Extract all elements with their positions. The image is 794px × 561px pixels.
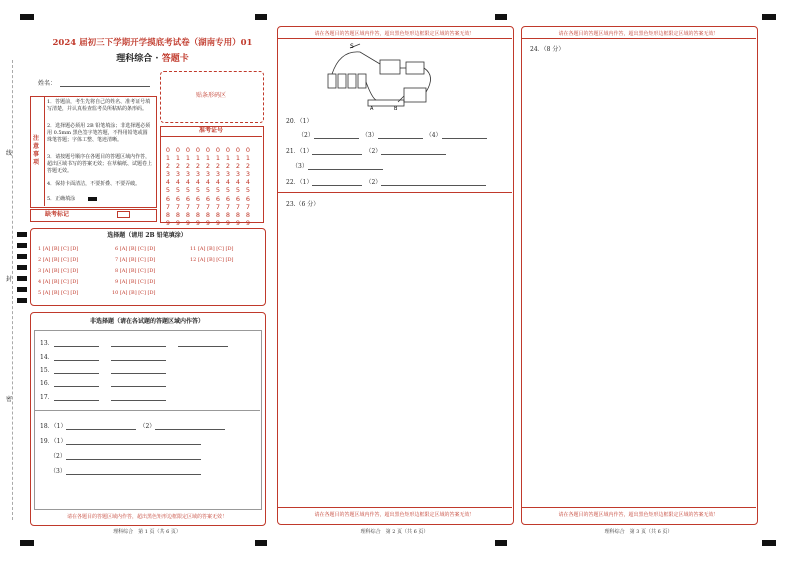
q14-row[interactable]: 14． bbox=[40, 352, 166, 361]
timing-mark bbox=[762, 14, 776, 20]
warning-text: 请在各题目的答题区域内作答，超出黑色矩形边框限定区域的答案无效！ bbox=[558, 512, 719, 518]
timing-mark bbox=[17, 243, 27, 248]
margin-char-seal: 封 bbox=[6, 276, 13, 283]
notice-divider bbox=[44, 96, 45, 206]
q23-label: 23.（6 分） bbox=[286, 201, 320, 208]
barcode-label: 贴条形码区 bbox=[195, 92, 226, 99]
exam-number-grid[interactable]: 0 1 2 3 4 5 6 7 8 9 0 1 2 3 4 5 6 7 8 9 0 1 2 3 4 5 6 7 8 9 0 1 2 3 4 5 6 7 8 9 0 1 2 3 4 5 6 7 8 9 0 1 2 3 4 5 6 7 8 9 0 1 2 3 4 5 6 7 8 9 0 1 2 3 4 5 6 7 8 9 0 1 2 3 4 5 6 7 8 9 bbox=[165, 146, 251, 227]
nonmc-separator bbox=[34, 410, 260, 411]
exam-number-label: 准考证号 bbox=[198, 127, 223, 134]
q21-row-2[interactable]: （3） bbox=[292, 161, 383, 170]
terminal-b-label: B bbox=[394, 106, 398, 110]
q19-row-1[interactable]: 19．（1） bbox=[40, 436, 201, 445]
page2-bottom-rule bbox=[277, 507, 512, 508]
name-field[interactable] bbox=[60, 80, 150, 87]
warning-text: 请在各题目的答题区域内作答，超出黑色矩形边框限定区域的答案无效！ bbox=[558, 31, 719, 37]
page3-frame bbox=[521, 26, 758, 525]
page-footer: 理科综合 第 3 页（共 6 页） bbox=[604, 529, 673, 535]
timing-mark bbox=[255, 540, 267, 546]
timing-mark bbox=[20, 540, 34, 546]
name-label: 姓名： bbox=[38, 80, 57, 87]
notice-item: 5．正确填涂 bbox=[47, 196, 76, 202]
timing-mark bbox=[495, 540, 507, 546]
q16-row[interactable]: 16． bbox=[40, 378, 166, 387]
switch-label: S bbox=[350, 43, 354, 50]
nonmc-title: 非选择题（请在各试题的答题区域内作答） bbox=[89, 318, 204, 325]
card-label: 答题卡 bbox=[161, 54, 189, 64]
notice-item: 2．选择题必须用 2B 铅笔填涂；非选择题必须用 0.5mm 黑色签字笔答题，不得用铅笔或圆珠笔答题；字体工整、笔迹清晰。 bbox=[47, 123, 151, 143]
q20-row-2[interactable]: （2） （3） （4） bbox=[298, 130, 487, 139]
mc-title: 选择题（请用 2B 铅笔填涂） bbox=[107, 232, 187, 239]
notice-item: 3．请按题号顺序在各题目的答题区域内作答，超出区域书写的答案无效；在草稿纸、试题卷上答题无效。 bbox=[47, 154, 153, 174]
page2-top-rule bbox=[277, 38, 512, 39]
notice-item: 4．保持卡面清洁，不要折叠、不要弄破。 bbox=[47, 181, 141, 187]
binding-line bbox=[12, 60, 13, 520]
timing-mark bbox=[17, 232, 27, 237]
page3-bottom-rule bbox=[521, 507, 756, 508]
margin-char-secret: 密 bbox=[6, 396, 13, 403]
q22-row[interactable]: 22．（1） （2） bbox=[286, 177, 486, 186]
page3-top-rule bbox=[521, 38, 756, 39]
page2-mid-rule bbox=[277, 192, 512, 193]
timing-mark bbox=[495, 14, 507, 20]
mc-grid[interactable]: 1 [A] [B] [C] [D] 2 [A] [B] [C] [D] 3 [A] [B] [C] [D] 4 [A] [B] [C] [D] 5 [A] [B] [C] [D] 6 [A] [B] [C] [D] 7 [A] [B] [C] [D] 8 [A] [B] [C] [D] 9 [A] [B] [C] [D] 10 [A] [B] [C] [D] 11 [A] [B] [C] [D] 12 [A] [B] [C] [D] bbox=[38, 246, 234, 296]
q19-row-3[interactable]: （3） bbox=[50, 466, 201, 475]
terminal-a-label: A bbox=[370, 106, 374, 110]
q21-row-1[interactable]: 21．（1） （2） bbox=[286, 146, 446, 155]
timing-mark bbox=[17, 254, 27, 259]
warning-text: 请在各题目的答题区域内作答，超出黑色矩形边框限定区域的答案无效！ bbox=[66, 514, 227, 520]
timing-mark bbox=[255, 14, 267, 20]
page-footer: 理科综合 第 1 页（共 6 页） bbox=[113, 529, 181, 535]
notice-title: 注意事项 bbox=[33, 135, 40, 166]
missing-mark-label: 缺考标记 bbox=[45, 211, 70, 218]
subject-label: 理科综合 · bbox=[116, 54, 162, 64]
timing-mark bbox=[762, 540, 776, 546]
exam-number-rule bbox=[160, 136, 262, 137]
missing-mark-box[interactable] bbox=[117, 211, 130, 218]
warning-text: 请在各题目的答题区域内作答，超出黑色矩形边框限定区域的答案无效！ bbox=[314, 512, 475, 518]
q17-row[interactable]: 17． bbox=[40, 392, 166, 401]
q15-row[interactable]: 15． bbox=[40, 365, 166, 374]
margin-char-line: 线 bbox=[6, 150, 13, 157]
timing-mark bbox=[17, 276, 27, 281]
timing-mark bbox=[17, 298, 27, 303]
timing-mark bbox=[17, 287, 27, 292]
q18-row[interactable]: 18．（1） （2） bbox=[40, 421, 225, 430]
q20-row-1[interactable]: 20．（1） bbox=[286, 118, 313, 125]
page-footer: 理科综合 第 2 页（共 6 页） bbox=[360, 529, 429, 535]
filled-sample bbox=[88, 197, 97, 201]
q13-row[interactable]: 13． bbox=[40, 338, 228, 347]
circuit-diagram bbox=[320, 40, 445, 110]
timing-mark bbox=[20, 14, 34, 20]
page-subtitle bbox=[40, 51, 265, 64]
page-title: 2024 届初三下学期开学摸底考试卷（湖南专用）01 bbox=[52, 38, 253, 48]
q24-label: 24．（8 分） bbox=[530, 46, 565, 53]
timing-mark bbox=[17, 265, 27, 270]
q19-row-2[interactable]: （2） bbox=[50, 451, 201, 460]
notice-item: 1．答题前，考生先将自己的姓名、准考证号填写清楚，并认真检查监考员所粘贴的条形码。 bbox=[47, 99, 151, 112]
warning-text: 请在各题目的答题区域内作答，超出黑色矩形边框限定区域的答案无效！ bbox=[314, 31, 475, 37]
